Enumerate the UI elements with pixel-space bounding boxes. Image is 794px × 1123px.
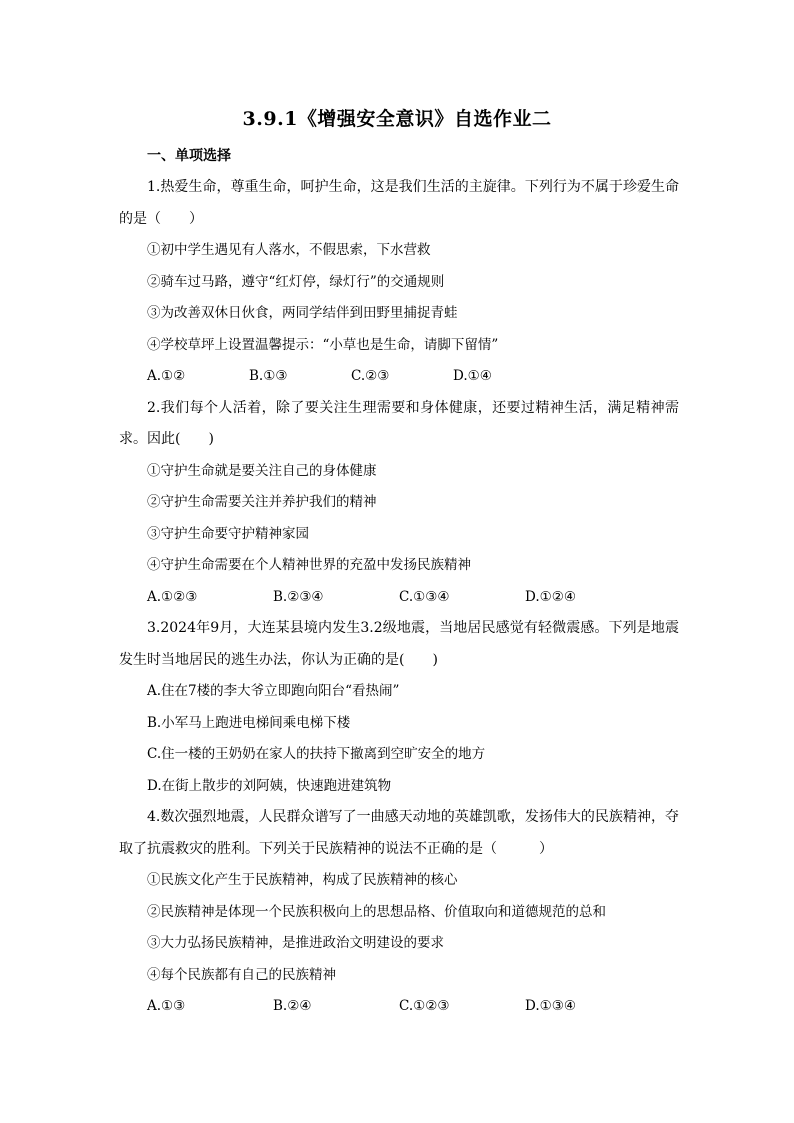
choice-a: A.①② [147,368,186,384]
answer-choices [119,582,679,614]
choice-c: C.①③④ [399,588,450,605]
question-statement: ②骑车过马路，遵守“红灯停，绿灯行”的交通规则 [147,273,445,290]
question-1 [119,172,679,393]
answer-option: A.住在7楼的李大爷立即跑向阳台“看热闹” [147,683,400,699]
question-statement: ③大力弘扬民族精神，是推进政治文明建设的要求 [147,935,444,951]
choice-c: C.②③ [351,368,390,384]
question-statement: ③守护生命要守护精神家园 [147,525,309,542]
section-heading: 一、单项选择 [147,148,231,164]
question-statement: ④每个民族都有自己的民族精神 [147,966,336,983]
choice-b: B.①③ [249,368,288,384]
question-statement: ②守护生命需要关注并养护我们的精神 [147,494,377,510]
question-stem: 3.2024年9月，大连某县境内发生3.2级地震，当地居民感觉有轻微震感。下列是地震发生时当地居民的逃生办法，你认为正确的是( ) [119,620,679,668]
choice-a: A.①③ [147,998,186,1014]
choice-d: D.①④ [453,368,492,384]
choice-d: D.①②④ [525,588,576,605]
question-4 [119,802,679,1023]
question-statement: ④守护生命需要在个人精神世界的充盈中发扬民族精神 [147,557,471,573]
document-title: 3.9.1《增强安全意识》自选作业二 [242,108,552,130]
document-content [119,140,679,1023]
answer-option: D.在街上散步的刘阿姨，快速跑进建筑物 [147,777,392,794]
question-statement: ③为改善双休日伙食，两同学结伴到田野里捕捉青蛙 [147,305,458,321]
question-3 [119,613,679,802]
question-stem: 1.热爱生命，尊重生命，呵护生命，这是我们生活的主旋律。下列行为不属于珍爱生命的是（ ） [119,179,679,227]
choice-d: D.①③④ [525,998,576,1014]
answer-choices [119,991,679,1023]
answer-choices [119,361,679,393]
answer-option: B.小军马上跑进电梯间乘电梯下楼 [147,714,351,731]
choice-b: B.②③④ [273,588,324,605]
question-stem: 4.数次强烈地震，人民群众谱写了一曲感天动地的英雄凯歌，发扬伟大的民族精神，夺取了抗震救灾的胜利。下列关于民族精神的说法不正确的是（ ） [119,809,679,857]
answer-option: C.住一楼的王奶奶在家人的扶持下撤离到空旷安全的地方 [147,746,486,762]
question-stem: 2.我们每个人活着，除了要关注生理需要和身体健康，还要过精神生活，满足精神需求。因此( ) [119,399,679,447]
question-statement: ④学校草坪上设置温馨提示：“小草也是生命，请脚下留情” [147,336,499,353]
question-statement: ①守护生命就是要关注自己的身体健康 [147,462,377,479]
question-2 [119,393,679,614]
question-statement: ①初中学生遇见有人落水，不假思索，下水营救 [147,242,431,258]
choice-c: C.①②③ [399,998,450,1014]
question-statement: ①民族文化产生于民族精神，构成了民族精神的核心 [147,872,458,888]
choice-a: A.①②③ [147,588,198,605]
question-statement: ②民族精神是体现一个民族积极向上的思想品格、价值取向和道德规范的总和 [147,903,606,920]
choice-b: B.②④ [273,998,312,1014]
